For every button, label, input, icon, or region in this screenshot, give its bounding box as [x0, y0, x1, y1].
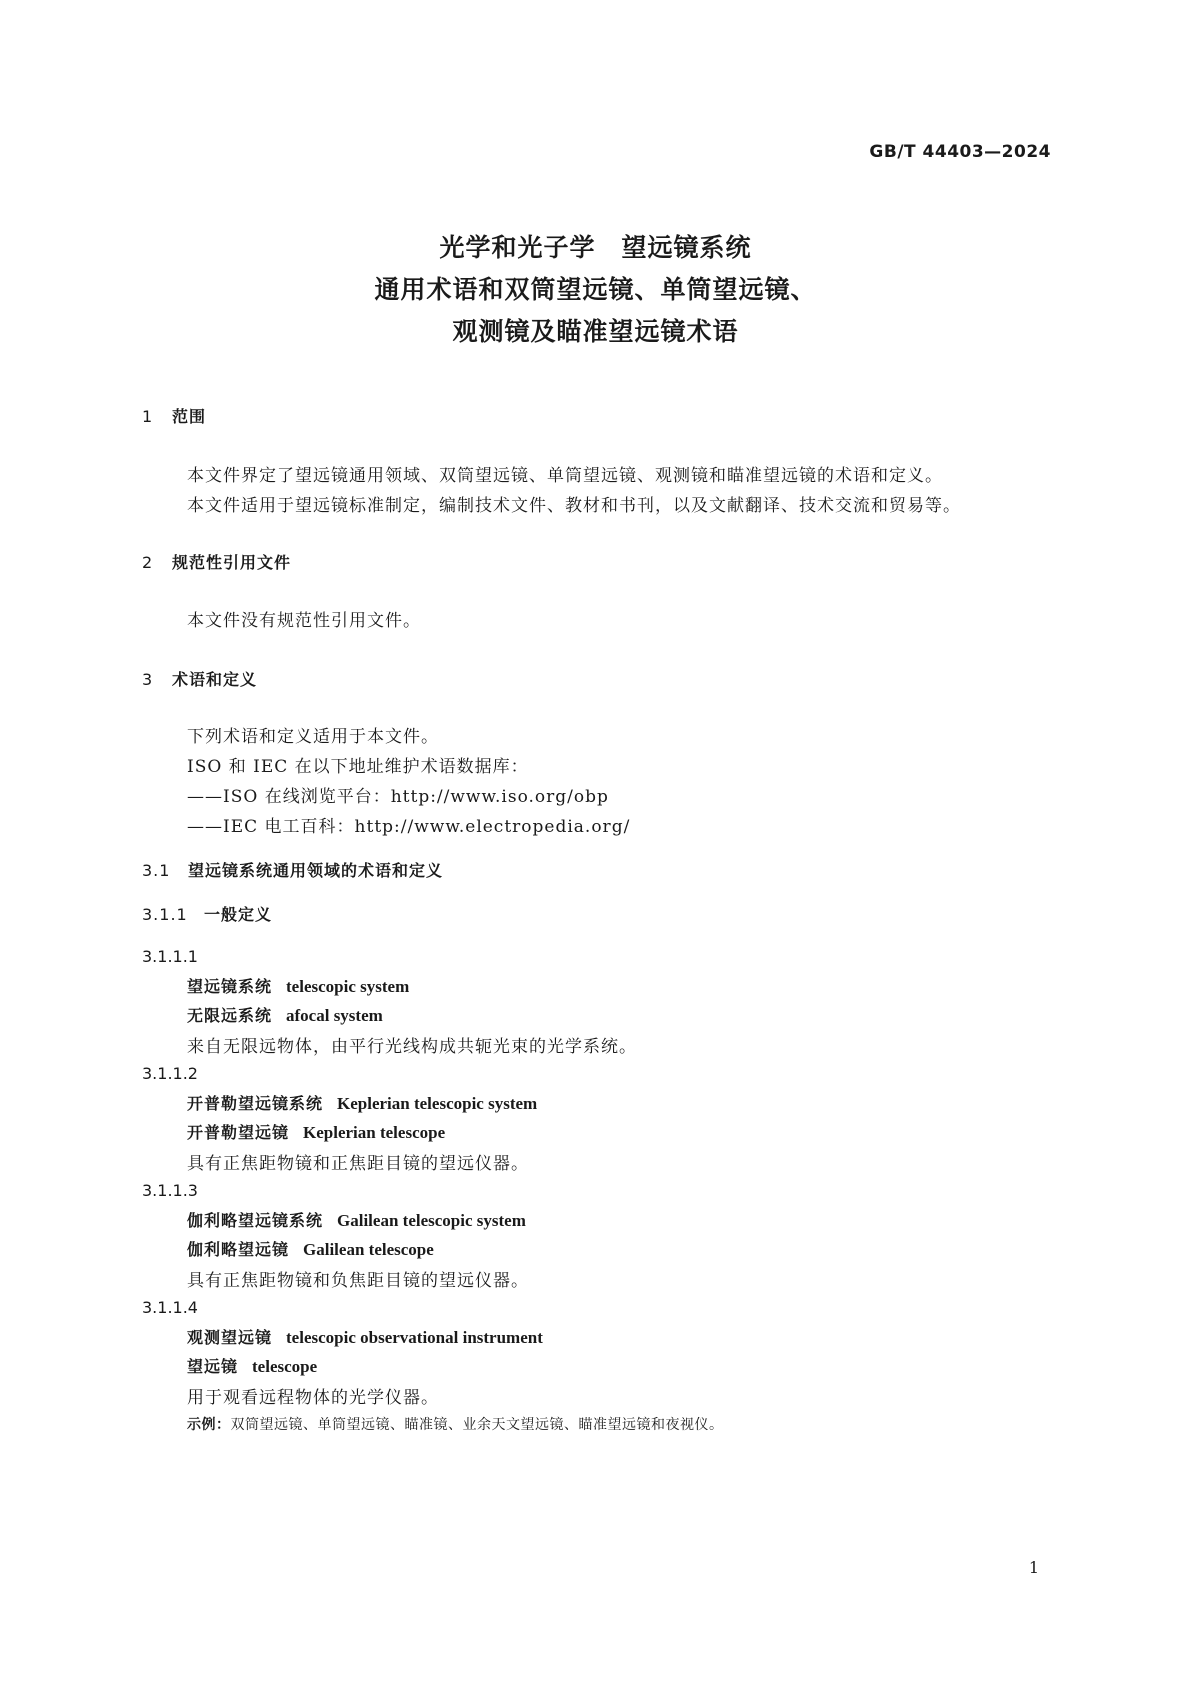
section-number: 3.1.1: [142, 905, 188, 924]
section-2-heading: [142, 550, 291, 573]
admitted-term: [187, 1003, 383, 1026]
page-number: 1: [1028, 1558, 1039, 1577]
list-item-iec: ——IEC 电工百科：http://www.electropedia.org/: [187, 817, 631, 837]
term-en: telescope: [252, 1357, 318, 1376]
section-title: 望远镜系统通用领域的术语和定义: [188, 861, 444, 880]
term-zh: 伽利略望远镜系统: [187, 1211, 324, 1230]
paragraph: 本文件适用于望远镜标准制定，编制技术文件、教材和书刊，以及文献翻译、技术交流和贸易等。: [187, 496, 961, 516]
section-number: 2: [142, 553, 154, 572]
term-zh: 开普勒望远镜: [187, 1123, 290, 1142]
section-number: 3.1: [142, 861, 171, 880]
subsection-3-1-heading: [142, 858, 443, 881]
admitted-term: [187, 1120, 445, 1143]
term-en: telescopic system: [286, 977, 410, 996]
term-definition: 具有正焦距物镜和负焦距目镜的望远仪器。: [187, 1271, 529, 1291]
admitted-term: [187, 1354, 317, 1377]
document-title-line-1: 光学和光子学 望远镜系统: [439, 233, 752, 262]
section-number: 1: [142, 407, 154, 426]
term-definition: 来自无限远物体，由平行光线构成共轭光束的光学系统。: [187, 1037, 637, 1057]
term-definition: 具有正焦距物镜和正焦距目镜的望远仪器。: [187, 1154, 529, 1174]
term-entry-id: 3.1.1.3: [142, 1181, 198, 1200]
section-title: 范围: [172, 407, 207, 426]
paragraph: 本文件界定了望远镜通用领域、双筒望远镜、单筒望远镜、观测镜和瞄准望远镜的术语和定义。: [187, 466, 943, 486]
paragraph: 本文件没有规范性引用文件。: [187, 611, 421, 631]
preferred-term: [187, 1325, 543, 1348]
term-zh: 观测望远镜: [187, 1328, 273, 1347]
term-zh: 无限远系统: [187, 1006, 273, 1025]
section-1-heading: [142, 404, 206, 427]
term-zh: 望远镜系统: [187, 977, 273, 996]
term-example: [187, 1414, 724, 1434]
example-text: 双筒望远镜、单筒望远镜、瞄准镜、业余天文望远镜、瞄准望远镜和夜视仪。: [230, 1417, 724, 1433]
term-entry-id: 3.1.1.4: [142, 1298, 198, 1317]
term-en: telescopic observational instrument: [286, 1328, 543, 1347]
term-definition: 用于观看远程物体的光学仪器。: [187, 1388, 439, 1408]
term-zh: 望远镜: [187, 1357, 239, 1376]
term-en: Galilean telescope: [303, 1240, 434, 1259]
paragraph: ISO 和 IEC 在以下地址维护术语数据库：: [187, 757, 529, 777]
term-zh: 伽利略望远镜: [187, 1240, 290, 1259]
section-title: 一般定义: [204, 905, 273, 924]
preferred-term: [187, 974, 409, 997]
example-label: 示例：: [187, 1417, 231, 1433]
standard-code: GB/T 44403—2024: [869, 142, 1051, 162]
section-title: 术语和定义: [172, 670, 258, 689]
section-number: 3: [142, 670, 154, 689]
document-title-line-3: 观测镜及瞄准望远镜术语: [452, 317, 739, 346]
admitted-term: [187, 1237, 434, 1260]
section-title: 规范性引用文件: [172, 553, 292, 572]
preferred-term: [187, 1208, 526, 1231]
section-3-heading: [142, 667, 257, 690]
term-en: Galilean telescopic system: [337, 1211, 526, 1230]
term-en: afocal system: [286, 1006, 383, 1025]
term-en: Keplerian telescope: [303, 1123, 446, 1142]
term-entry-id: 3.1.1.1: [142, 947, 198, 966]
preferred-term: [187, 1091, 537, 1114]
term-en: Keplerian telescopic system: [337, 1094, 538, 1113]
term-entry-id: 3.1.1.2: [142, 1064, 198, 1083]
term-zh: 开普勒望远镜系统: [187, 1094, 324, 1113]
list-item-iso: ——ISO 在线浏览平台：http://www.iso.org/obp: [187, 787, 609, 807]
subsection-3-1-1-heading: [142, 902, 272, 925]
document-title-line-2: 通用术语和双筒望远镜、单筒望远镜、: [374, 275, 817, 304]
paragraph: 下列术语和定义适用于本文件。: [187, 727, 439, 747]
